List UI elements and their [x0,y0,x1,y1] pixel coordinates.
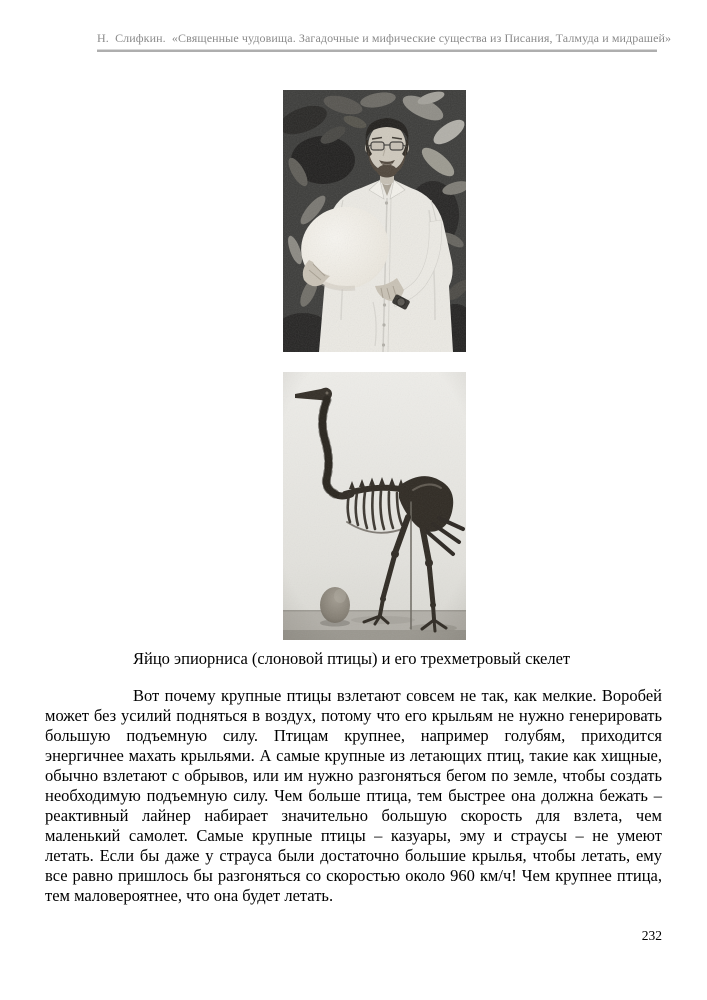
aepyornis-skeleton-with-egg-photo [283,372,466,640]
man-holding-aepyornis-egg-photo [283,90,466,352]
page-number: 232 [641,928,662,943]
header-rule [97,49,657,52]
running-header: Н. Слифкин. «Священные чудовища. Загадочные и мифические существа из Писания, Талмуда и мидрашей» [97,31,672,45]
body-paragraph: Вот почему крупные птицы взлетают совсем не так, как мелкие. Воробей может без усилий подняться в воздух, потому что его крыльям не нужно генерировать большую подъемную силу. Птицам крупнее, например голубям, приходится энергичнее махать крыльями. А самые крупные из летающих птиц, такие как хищные, обычно взлетают с обрывов, или им нужно разгоняться бегом по земле, чтобы создать необходимую подъемную силу. Чем больше птица, тем быстрее она должна бежать – реактивный лайнер набирает значительно большую скорость для взлета, чем маленький самолет. Самые крупные птицы – казуары, эму и страусы – не умеют летать. Если бы даже у страуса были достаточно большие крылья, чтобы летать, ему все равно пришлось бы разгоняться со скоростью около 960 км/ч! Чем крупнее птица, тем маловероятнее, что она будет летать. [45,686,662,905]
figure-caption: Яйцо эпиорниса (слоновой птицы) и его трехметровый скелет [133,649,571,668]
